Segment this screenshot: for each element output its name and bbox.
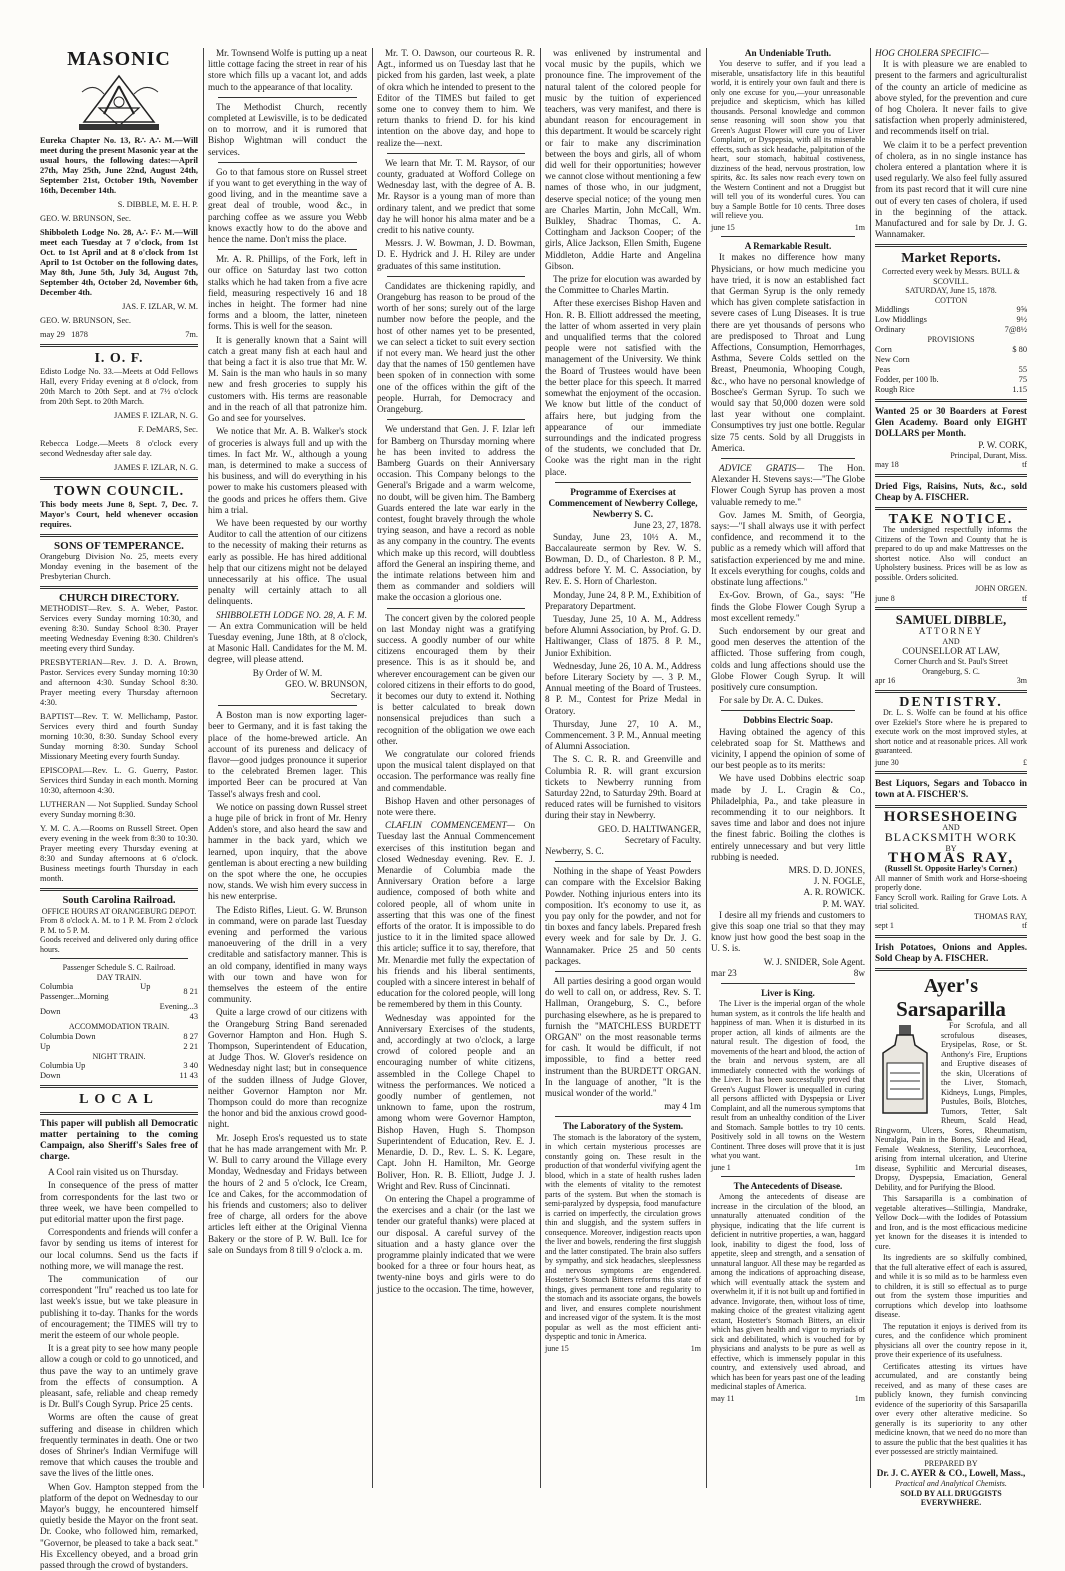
temperance-text: Orangeburg Division No. 25, meets every Monday evening in the basement of the Presbyterian Church. bbox=[40, 552, 198, 582]
market-sub: Corrected every week by Messrs. BULL & SCOVILL. bbox=[882, 267, 1020, 286]
shibboleth-secretary: GEO. W. BRUNSON, Sec. bbox=[40, 316, 131, 325]
shibboleth-date: may 29 bbox=[40, 330, 65, 339]
programme-signature: GEO. D. HALTIWANGER, bbox=[597, 823, 701, 834]
remarkable-heading: A Remarkable Result. bbox=[744, 241, 832, 252]
church-item: Y. M. C. A.—Rooms on Russell Street. Open every evening in the week from 8:30 to 10:30. Prayer meeting every Thursday evening at 8:30 and Sunday afternoons at 6 o'clock. Business meetings fourth Thursday in each month. bbox=[40, 824, 198, 884]
article-paragraph: We learn that Mr. T. M. Raysor, of our county, graduated at Wofford College on Wednesday last, with the degree of A. B. Mr. Raysor is a young man of more than ordinary talent, and we predict that some day he will honor his alma mater and be a credit to his native county. bbox=[377, 157, 535, 236]
advice-paragraph: For sale by Dr. A. C. Dukes. bbox=[719, 695, 824, 706]
shibboleth-notice-heading: SHIBBOLETH LODGE NO. 28, A. F. M.— bbox=[208, 609, 367, 631]
programme-item: Monday, June 24, 8 P. M., Exhibition of Preparatory Department. bbox=[545, 589, 701, 611]
column-rule bbox=[203, 48, 204, 1488]
schedule-row: Up 2 21 bbox=[40, 1041, 198, 1051]
article-paragraph: Go to that famous store on Russel street if you want to get everything in the way of good living, and in the meantime save a great deal of trouble, wood &c., in parching coffee as we assure you Webb knows exactly how to do the above and hence the name. Don't miss the place. bbox=[208, 166, 367, 245]
potatoes-ad: Irish Potatoes, Onions and Apples. Sold Cheap by A. FISCHER. bbox=[875, 941, 1027, 963]
truth-text: You deserve to suffer, and if you lead a miserable, unsatisfactory life in this beautiful world, it is entirely your own fault and there is only one excuse for you,—your unreasonable prejudice and skepticism, which has killed thousands. Personal knowledge and common sense reasoning will soon show you that Green's August Flower will cure you of Liver Complaint, or Dyspepsia, with all its miserable effects, such as sick headache, palpitation of the heart, sour stomach, habitual costiveness, dizziness of the head, nervous prostration, low spirits, &c. Its sales now reach every town on the Western Continent and not a Druggist but will tell you of its wonderful cures. You can buy a Sample Bottle for 10 cents. Three doses will relieve you. bbox=[711, 59, 865, 221]
advice-paragraph: Ex-Gov. Brown, of Ga., says: "He finds the Globe Flower Cough Syrup a most excellent remedy." bbox=[711, 590, 865, 623]
ayer-sold: SOLD BY ALL DRUGGISTS EVERYWHERE. bbox=[900, 1488, 1002, 1508]
figs-ad: Dried Figs, Raisins, Nuts, &c., sold Cheap by A. FISCHER. bbox=[875, 480, 1027, 502]
article-paragraph: Candidates are thickening rapidly, and Orangeburg has reason to be proud of the worth of her sons; surely out of the large number now before the people, and the host of other names yet to be presented, we can select a ticket to suit every section if not every man. We heard just the other day that the names of 150 gentlemen have been spoken of in connection with some one of the offices within the gift of the people. Hurrah, for Democracy and Orangeburg. bbox=[377, 280, 535, 415]
ayer-prepared: PREPARED BY bbox=[924, 1458, 978, 1468]
dobbins-signature: W. J. SNIDER, Sole Agent. bbox=[763, 956, 865, 967]
liquors-ad: Best Liquors, Segars and Tobacco in town at A. FISCHER'S. bbox=[875, 778, 1027, 800]
dibble-role: ATTORNEY bbox=[918, 625, 984, 636]
antecedents-heading: The Antecedents of Disease. bbox=[733, 1181, 843, 1192]
article-paragraph: We congratulate our colored friends upon the musical talent displayed on that occasion. The performance was really fine and commendable. bbox=[377, 748, 535, 793]
column-2 bbox=[208, 48, 367, 1488]
shibboleth-sig: GEO. W. BRUNSON, bbox=[285, 678, 367, 689]
claflin-heading: CLAFLIN COMMENCEMENT— bbox=[385, 820, 515, 831]
programme-place: Newberry, S. C. bbox=[545, 846, 604, 857]
dentistry-term: £ bbox=[1023, 757, 1027, 767]
railroad-hours: From 8 o'clock A. M. to 1 P. M. From 2 o'clock P. M. to 5 P. M. bbox=[40, 916, 198, 935]
organ-date: may 4 1m bbox=[664, 1101, 701, 1112]
table-row: Peas 55 bbox=[875, 364, 1027, 374]
hog-text: It is with pleasure we are enabled to present to the farmers and agriculturalist of the county an article of medicine as above styled, for the prevention and cure of hog Cholera. It never fails to give satisfaction when properly administered, and recommends itself on trial. bbox=[875, 59, 1027, 137]
column-3 bbox=[377, 48, 535, 1488]
article-paragraph: Wednesday was appointed for the Anniversary Exercises of the students, and, accordingly at two o'clock, a large crowd of colored people and an encouraging number of white citizens, assembled in the College Chapel to witness the performances. We noticed a goodly number of gentlemen, not unknown to fame, upon the rostrum, among whom were Governor Hampton, Bishop Haven, Hugh S. Thompson Superintendent of Education, Rev. E. J. Menardie, D. D., Rev. L. S. K. Legare, Capt. John H. Hamilton, Mr. George Boliver, Hon. R. B. Elliott, Judge J. J. Wright and Rev. Russ of Cincinnati. bbox=[377, 1012, 535, 1191]
column-1 bbox=[40, 48, 198, 1571]
antecedents-date: may 11 bbox=[711, 1393, 735, 1403]
article-paragraph: We understand that Gen. J. F. Izlar left for Bamberg on Thursday morning where he has been invited to address the Bamberg Guards on their Anniversary occasion. This Company belongs to the General's Brigade and a warm welcome, no doubt, will be given him. The Bamberg Guards entered the late war early in the contest, fought bravely through the whole trying season, and have a record as noble as any company in the country. The events which make up this record, will doubtless afford the General an inspiring theme, and the intimate relations between him and them as commander and soldiers will make the occasion a glorious one. bbox=[377, 424, 535, 603]
ayer-text: This Sarsaparilla is a combination of vegetable alteratives—Stillingia, Mandrake, Yellow Dock—with the Iodides of Potassium and Iron, and is the most efficacious medicine yet known for the diseases it is intended to cure. bbox=[875, 1194, 1027, 1251]
truth-heading: An Undeniable Truth. bbox=[744, 48, 832, 58]
ayer-text: Certificates attesting its virtues have accumulated, and are constantly being received, and as many of these cases are publicly known, they furnish convincing evidence of the superiority of this Sarsaparilla over every other alterative medicine. So generally is its superiority to any other medicine known, that we need do no more than to assure the public that the best qualities it has ever possessed are strictly maintained. bbox=[875, 1361, 1027, 1457]
advice-text: The Hon. Alexander H. Stevens says:—"The Globe Flower Cough Syrup has proven a most valuable remedy to me." bbox=[711, 463, 866, 507]
dobbins-text: Having obtained the agency of this celebrated soap for St. Matthews and vicinity, I append the opinion of some of our best people as to its merits: bbox=[711, 726, 865, 771]
church-item: LUTHERAN — Not Supplied. Sunday School every Sunday morning 8:30. bbox=[40, 800, 198, 820]
laboratory-date: june 15 bbox=[545, 1343, 569, 1353]
rebecca-signature: JAMES F. IZLAR, N. G. bbox=[113, 463, 198, 472]
iof-heading: I. O. F. bbox=[94, 351, 144, 366]
sarsaparilla-heading: Sarsaparilla bbox=[896, 997, 1006, 1022]
dobbins-heading: Dobbins Electric Soap. bbox=[743, 715, 833, 726]
eureka-secretary: GEO. W. BRUNSON, Sec. bbox=[40, 214, 131, 223]
article-paragraph: The Methodist Church, recently completed at Lewisville, is to be dedicated on to morrow, and it is rumored that Bishop Wightman will conduct the services. bbox=[208, 101, 367, 157]
programme-item: Tuesday, June 25, 10 A. M., Address before Alumni Association, by Prof. G. D. Haltiwanger, Class of 1875. 8 P. M., Junior Exhibition. bbox=[545, 613, 701, 658]
laboratory-text: The stomach is the laboratory of the system, in which certain mysterious processes are constantly going on. These result in the production of that wonderful vivifying agent the blood, which in a state of health rushes laden with the elements of vitality to the remotest parts of the system. But when the stomach is semi-paralyzed by dyspepsia, food manufacture is carried on imperfectly, the circulation grows thin and sluggish, and the system suffers in consequence. Moreover, indigestion reacts upon the liver and bowels, rendering the first sluggish and the latter constipated. The brain also suffers by sympathy, and sick headaches, sleeplessness and nervous symptoms are engendered. Hostetter's Stomach Bitters reforms this state of things, gives permanent tone and regularity to the stomach and its associate organs, the bowels and liver, and ensures complete nourishment and increased vigor of the system. It is the most popular as well as the most efficient anti-dyspeptic and tonic in America. bbox=[545, 1132, 701, 1342]
church-item: PRESBYTERIAN—Rev. J. D. A. Brown, Pastor. Services every Sunday morning 10:30 and afternoon 4:30. Sunday School 8:30. Prayer meeting every Thursday afternoon 4:30. bbox=[40, 658, 198, 708]
table-row: Middlings 9⅝ bbox=[875, 305, 1027, 315]
medicine-bottle-icon bbox=[875, 1023, 935, 1118]
local-paragraph: In consequence of the press of matter from correspondents for the last two or three week, we have been compelled to put editorial matter upon the first page. bbox=[40, 1180, 198, 1224]
church-item: METHODIST—Rev. S. A. Weber, Pastor. Services every Sunday morning 10:30, and evening 8:30. Sunday School 8:30. Prayer meeting Wednesday Evening 8:30. Children's meeting every third Sunday. bbox=[40, 604, 198, 654]
organ-ad: All parties desiring a good organ would do well to call on, or address, Rev. S. T. Hallman, Orangeburg, S. C., before purchasing elsewhere, as he is prepared to furnish the "MATCHLESS BURDETT ORGAN" on the most reasonable terms for cash. It would be difficult, if not impossible, to find a better reed instrument than the BURDETT ORGAN. In the language of another, "It is the musical wonder of the world." bbox=[545, 976, 701, 1099]
dentistry-heading: DENTISTRY. bbox=[899, 694, 1003, 710]
market-date: SATURDAY, June 15, 1878. bbox=[905, 286, 997, 296]
article-paragraph: We notice that Mr. A. B. Walker's stock of groceries is always full and up with the times. In fact Mr. W., although a young man, is determined to make a success of his business, and will do everything in his power to make his customers pleased with the goods and prices he offers them. Give him a trial. bbox=[208, 426, 367, 515]
boarders-date: may 18 bbox=[875, 460, 899, 470]
blacksmith-heading: BLACKSMITH WORK bbox=[884, 830, 1018, 845]
article-paragraph: The prize for elocution was awarded by the Committee to Charles Martin. bbox=[545, 274, 701, 296]
dobbins-name: A. R. ROWICK. bbox=[803, 887, 865, 898]
programme-item: The S. C. R. R. and Greenville and Columbia R. R. will grant excursion tickets to Newberry running from Saturday 22nd, to Saturday 29th. Board at reduced rates will be furnished to visitors during their stay in Newberry. bbox=[545, 754, 701, 821]
shibboleth-order: By Order of W. M. bbox=[252, 667, 323, 678]
table-row: Corn $ 80 bbox=[875, 344, 1027, 354]
dobbins-term: 8w bbox=[853, 967, 865, 978]
provisions-label: PROVISIONS bbox=[927, 335, 975, 345]
liver-date: june 1 bbox=[711, 1162, 731, 1172]
ayer-text: For Scrofula, and all scrofulous diseases, Erysipelas, Rose, or St. Anthony's Fire, Eruptions and Eruptive diseases of the skin, Ulcerations of the Liver, Stomach, Kidneys, Lungs, Pimples, Pustules, Boils, Blotches, Tumors, Tetter, Salt Rheum, Scald Head, Ringworm, Ulcers, Sores, Rheumatism, Neuralgia, Pain in the Bones, Side and Head, Female Weakness, Sterility, Leucorrhoea, arising from internal ulceration, and Uterine disease, Syphilitic and Mercurial diseases, Dropsy, Dyspepsia, Emaciation, General Debility, and for Purifying the Blood. bbox=[875, 1021, 1027, 1192]
horseshoeing-text: All manner of Smith work and Horse-shoeing properly done. bbox=[875, 873, 1027, 893]
column-rule bbox=[706, 48, 707, 1488]
article-paragraph: A Boston man is now exporting lager-beer to Germany, and it is fast taking the place of the home-brewed article. An account of its pureness and delicacy of flavor—good judges pronounce it superior to the celebrated Bremen lager. This imported Beer can be procured at Van Tassel's always fresh and cool. bbox=[208, 710, 367, 799]
article-paragraph: Mr. Townsend Wolfe is putting up a neat little cottage facing the street in rear of his store which fills up a vacant lot, and adds much to the appearance of that locality. bbox=[208, 48, 367, 92]
article-paragraph: On entering the Chapel a programme of the exercises and a chair (or the last we tender our grateful thanks) were placed at our disposal. A careful survey of the situation and a hasty glance over the programme plainly indicated that we were booked for a three or four hours heat, as twenty-nine boys and girls were to do justice to the occasion. The time, however, bbox=[377, 1193, 535, 1294]
ayer-heading: Ayer's bbox=[923, 975, 979, 998]
boarders-signature: P. W. CORK, bbox=[978, 439, 1027, 450]
dobbins-name: P. M. WAY. bbox=[822, 898, 865, 909]
shibboleth-notice-text: An extra Communication will be held Tuesday evening, June 18th, at 8 o'clock, at Masonic Hall. Candidates for the M. M. degree, will please attend. bbox=[208, 620, 367, 665]
article-paragraph: Mr. T. O. Dawson, our courteous R. R. Agt., informed us on Tuesday last that he picked from his garden, last week, a plate of okra which he intended to present to the Editor of the TIMES but failed to get some one to convey them to him. We return thanks to friend D. for his kind intention on the above day, and hope to realize the—next. bbox=[377, 48, 535, 148]
local-paragraph: Correspondents and friends will confer a favor by sending us items of interest for our local columns. Send us the facts if nothing more, we will manage the rest. bbox=[40, 1227, 198, 1271]
yeast-ad: Nothing in the shape of Yeast Powders can compare with the Excelsior Baking Powder. Nothing injurious enters into its composition. It's economy to use it, as you pay only for the powder, and not for tin boxes and fancy labels. Prepared fresh every week and for sale by Dr. J. G. Wannamaker. Price 25 and 50 cents packages. bbox=[545, 866, 701, 966]
eureka-notice: Eureka Chapter No. 13, R∴ A∴ M.—Will meet during the present Masonic year at the usual hours, the following dates:—April 27th, May 25th, June 22nd, August 24th, September 21st, October 19th, November 16th, December 14th. bbox=[40, 136, 198, 195]
schedule-row: Columbia Up 3 40 bbox=[40, 1061, 198, 1071]
horseshoeing-date: sept 1 bbox=[875, 921, 894, 931]
column-5 bbox=[711, 48, 865, 1488]
edisto-signature: JAMES F. IZLAR, N. G. bbox=[113, 411, 198, 420]
cotton-label: COTTON bbox=[934, 295, 968, 305]
horseshoeing-text2: Fancy Scroll work. Railing for Grave Lots. A trial solicited. bbox=[875, 892, 1027, 912]
programme-date: June 23, 27, 1878. bbox=[633, 520, 701, 531]
church-item: EPISCOPAL—Rev. L. G. Guerry, Pastor. Services third Sunday in each month. Morning 10:30, afternoon 4:30. bbox=[40, 766, 198, 796]
article-paragraph: The Edisto Rifles, Lieut. G. W. Brunson in command, were on parade last Tuesday evening and performed the various manoeuvering of the drill in a very creditable and satisfactory manner. This is an old company, identified in many ways with our town and have won for themselves the esteem of the entire community. bbox=[208, 904, 367, 1005]
article-paragraph: We notice on passing down Russel street a huge pile of brick in front of Mr. Henry Adden's store, and also heard the saw and hammer in the back yard, which we learned, upon inquiry, that the above gentleman is about erecting a new building on the spot where the one, he occupies now, stands. We wish him every success in his new enterprise. bbox=[208, 801, 367, 902]
take-notice-date: june 8 bbox=[875, 593, 895, 603]
day-train-label: DAY TRAIN. bbox=[96, 972, 142, 982]
edisto-notice: Edisto Lodge No. 33.—Meets at Odd Fellows Hall, every Friday evening at 8 o'clock, from 20th March to 20th Sept. and at 7½ o'clock from 20th Sept. to 20th March. bbox=[40, 367, 198, 406]
dibble-role2: COUNSELLOR AT LAW, bbox=[902, 646, 1000, 657]
schedule-title: Passenger Schedule S. C. Railroad. bbox=[62, 963, 176, 973]
shibboleth-notice: Shibboleth Lodge No. 28, A∴ F∴ M.—Will meet each Tuesday at 7 o'clock, from 1st Oct. to 1st April and at 8 o'clock from 1st April to 1st October on the following dates, May 8th, June 5th, July 3d, August 7th, September 4th, October 2d, November 6th, December 4th. bbox=[40, 228, 198, 297]
local-paragraph: It is a great pity to see how many people allow a cough or cold to go unnoticed, and thus pave the way to an untimely grave from the effects of consumption. A pleasant, safe, reliable and cheap remedy is Dr. Bull's Cough Syrup. Price 25 cents. bbox=[40, 1343, 198, 1410]
horseshoeing-name: THOMAS RAY, bbox=[888, 850, 1014, 866]
article-paragraph: was enlivened by instrumental and vocal music by the pupils, which we pronounce fine. The improvement of the natural talent of the colored people for music by the tuition of experienced teachers, was very manifest, and there is abundant reason for encouragement in this department. It would be scarcely right or fair to make any discrimination between the boys and girls, all of whom did well for their opportunities; however we cannot close without mentioning a few names of those who, in our judgment, deserve special notice; of the young men are Charles Martin, John McCall, Wm. Bulkley, Shadrac Thomas, C. A. Cottingham and Jackson Cooper; of the girls, Alice Jackson, Ellen Smith, Eugene Middleton, Addie Harte and Angelina Gibson. bbox=[545, 48, 701, 271]
article-paragraph: Mr. A. R. Phillips, of the Fork, left in our office on Saturday last two cotton stalks which he had taken from a five acre field, measuring respectively 16 and 18 inches in height. The former had nine forms and a bloom, the latter, nineteen forms. This is well for the season. bbox=[208, 254, 367, 332]
dobbins-text: I desire all my friends and customers to give this soap one trial so that they may know just how good the best soap in the U. S. is. bbox=[711, 909, 865, 954]
railroad-goods: Goods received and delivered only during office hours. bbox=[40, 935, 198, 954]
table-row: Fodder, per 100 lb. 75 bbox=[875, 374, 1027, 384]
local-paragraph: Worms are often the cause of great suffering and disease in children which frequently terminates in death. One or two doses of Shriner's Indian Vermifuge will remove that which causes the trouble and save the lives of the little ones. bbox=[40, 1412, 198, 1479]
liver-term: 1m bbox=[854, 1162, 865, 1172]
council-heading: TOWN COUNCIL. bbox=[53, 484, 185, 499]
local-paragraph: The communication of our correspondent "Iru" reached us too late for last week's issue, but we take pleasure in publishing it to-day. Thanks for the words of encouragement; the TIMES will try to merit the esteem of our whole people. bbox=[40, 1273, 198, 1340]
claflin-text: On Tuesday last the Annual Commencement exercises of this institution began and closed Wednesday evening. Rev. E. J. Menardie of Columbia made the Anniversary Oration before a large audience, composed of both white and colored people, all of whom unite in asserting that this was one of the finest efforts of the orator. It is impossible to do justice to it in the limited space allowed this article; suffice it to say, therefore, that Mr. Menardie met fully the expectation of his friends and his liberal sentiments, coupled with a sincere interest in behalf of education for the colored people, will long be remembered by them in this County. bbox=[377, 820, 535, 1010]
column-6 bbox=[875, 48, 1027, 1508]
shibboleth-signature: JAS. F. IZLAR, W. M. bbox=[122, 302, 198, 311]
dibble-date: apr 16 bbox=[875, 676, 896, 686]
church-heading: CHURCH DIRECTORY. bbox=[58, 592, 180, 605]
ayer-signature: Dr. J. C. AYER & CO., Lowell, Mass., bbox=[876, 1468, 1026, 1479]
table-row: Rough Rice 1.15 bbox=[875, 384, 1027, 394]
shibboleth-role: Secretary. bbox=[330, 689, 367, 700]
local-paragraph: When Gov. Hampton stepped from the platform of the depot on Wednesday to our Mayor's buggy, he encountered himself quietly beside the Mayor on the front seat. Dr. Cooke, who followed him, remarked, "Governor, be pleased to take a back seat." His Excellency obeyed, and a broad grin passed through the crowd of bystanders. bbox=[40, 1481, 198, 1571]
dibble-term: 3m bbox=[1016, 676, 1027, 686]
advice-paragraph: Such endorsement by our great and good men deserves the attention of the afflicted. Those suffering from cough, colds and lung affections should use the Globe Flower Cough Syrup. It will positively cure consumption. bbox=[711, 625, 865, 692]
programme-role: Secretary of Faculty. bbox=[624, 834, 701, 845]
article-paragraph: It is generally known that a Saint will catch a great many fish at each haul and that being a fact it is also true that Mr. W. M. Sain is the man who hauls in so many new and fresh groceries to supply his customers with. His terms are reasonable and in the reach of all that patronize him. Go and see for yourselves. bbox=[208, 334, 367, 424]
article-paragraph: Messrs. J. W. Bowman, J. D. Bowman, D. E. Hydrick and J. H. Riley are under graduates of this same institution. bbox=[377, 238, 535, 271]
schedule-row: Down Evening...3 43 bbox=[40, 1002, 198, 1022]
market-heading: Market Reports. bbox=[901, 251, 1001, 267]
horseshoeing-term: tf bbox=[1022, 921, 1027, 931]
article-paragraph: Quite a large crowd of our citizens with the Orangeburg String Band serenaded Governor Hampton and Hon. Hugh S. Thompson, Superintendent of Education, at Judge Thos. W. Glover's residence on Wednesday night last; but in consequence of the sudden illness of Judge Glover, neither Governor Hampton nor Mr. Thompson could do more than recognize the honor and bid the anxious crowd good-night. bbox=[208, 1007, 367, 1130]
local-heading: LOCAL bbox=[79, 1092, 159, 1108]
schedule-row: Columbia Down 8 27 bbox=[40, 1031, 198, 1041]
boarders-ad: Wanted 25 or 30 Boarders at Forest Glen Academy. Board only EIGHT DOLLARS per Month. bbox=[875, 405, 1027, 439]
take-notice-term: tf bbox=[1022, 593, 1027, 603]
shibboleth-term: 7m. bbox=[185, 330, 198, 339]
horseshoeing-by: BY bbox=[945, 843, 957, 853]
hog-heading: HOG CHOLERA SPECIFIC— bbox=[875, 48, 989, 58]
horseshoeing-and: AND bbox=[942, 822, 960, 832]
ayer-text: The reputation it enjoys is derived from its cures, and the confidence which prominent physicians all over the country repose in it, prove their experience of its usefulness. bbox=[875, 1321, 1027, 1360]
antecedents-term: 1m bbox=[854, 1393, 865, 1403]
column-rule bbox=[372, 48, 373, 1488]
horseshoeing-address: (Russell St. Opposite Harley's Corner.) bbox=[884, 864, 1018, 874]
ayer-text: Its ingredients are so skilfully combined, that the full alterative effect of each is assured, and while it is so mild as to be harmless even to children, it is still so effectual as to purge out from the system those impurities and corruptions which develop into loathsome disease. bbox=[875, 1253, 1027, 1320]
dibble-name: SAMUEL DIBBLE, bbox=[895, 612, 1007, 628]
dobbins-text: We have used Dobbins electric soap made by J. L. Cragin & Co., Philadelphia, Pa., and take pleasure in recommending it to our neighbors. It saves time and labor and does not injure the finest fabric. Boiling the clothes is entirely unnecessary and but very little rubbing is needed. bbox=[711, 773, 865, 862]
cotton-table bbox=[875, 305, 1027, 335]
dobbins-name: J. N. FOGLE, bbox=[813, 876, 865, 887]
liver-text: The Liver is the imperial organ of the whole human system, as it controls the life health and happiness of man. When it is disturbed in its proper action, all kinds of ailments are the natural result. The digestion of food, the movements of the heart and blood, the action of the brain and nervous system, are all immediately connected with the workings of the Liver. It has been successfully proved that Green's August Flower is unequalled in curing all persons afflicted with Dyspepsia or Liver Complaint, and all the numerous symptoms that result from an unhealthy condition of the Liver and Stomach. Sample bottles to try 10 cents. Positively sold in all towns on the Western Continent. Three doses will prove that it is just what you want. bbox=[711, 999, 865, 1161]
article-paragraph: Mr. Joseph Eros's requested us to state that he has made arrangement with Mr. P. W. Bull to carry around the Village every Monday, Wednesday and Fridays between the hours of 2 and 5 o'clock, Ice Cream, Ice and Cakes, for the accommodation of his friends and customers; also to deliver free of charge, all orders for the above articles left either at the Original Vienna Bakery or the store of P. W. Bull. Ice for sale on Sundays from 8 till 9 o'clock a. m. bbox=[208, 1132, 367, 1255]
advice-paragraph: Gov. James M. Smith, of Georgia, says:—"I shall always use it with perfect confidence, and recommend it to the public as a remedy which will afford that satisfaction experienced by me and mine. It excels everything for coughs, colds and obstinate lung affections." bbox=[711, 509, 865, 588]
truth-term: 1m bbox=[854, 222, 865, 232]
edisto-secretary: F. DeMARS, Sec. bbox=[137, 425, 198, 434]
programme-item: Thursday, June 27, 10 A. M., Commencement. 3 P. M., Annual meeting of Alumni Association. bbox=[545, 718, 701, 752]
programme-heading: Programme of Exercises at Commencement of Newberry College, Newberry S. C. bbox=[548, 486, 698, 520]
advice-heading: ADVICE GRATIS— bbox=[719, 463, 805, 474]
table-row: Low Middlings 9½ bbox=[875, 315, 1027, 325]
boarders-term: tf bbox=[1022, 460, 1027, 470]
article-paragraph: The concert given by the colored people on last Monday night was a gratifying success. A goodly number of our white citizens encouraged them by their presence. This is as it should be, and wherever encouragement can be given our colored citizens in their efforts to do good, it becomes our duty to extend it. Nothing is better calculated to break down nonsensical prejudices than such a recognition of the obligation we owe each other. bbox=[377, 612, 535, 746]
dentistry-date: june 30 bbox=[875, 757, 899, 767]
schedule-row: Columbia Up Passenger...Morning 8 21 bbox=[40, 982, 198, 1002]
boarders-role: Principal, Durant, Miss. bbox=[950, 450, 1027, 460]
provisions-table bbox=[875, 345, 1027, 395]
council-text: This body meets June 8, Sept. 7, Dec. 7. Mayor's Court, held whenever occasion requires. bbox=[40, 500, 198, 529]
night-train-label: NIGHT TRAIN. bbox=[92, 1051, 146, 1061]
article-paragraph: Bishop Haven and other personages of note were there. bbox=[377, 795, 535, 817]
programme-item: Wednesday, June 26, 10 A. M., Address before Literary Society by —. 3 P. M., Annual meeting of the Board of Trustees. 8 P. M., Contest for Prize Medal in Oratory. bbox=[545, 660, 701, 716]
truth-date: june 15 bbox=[711, 222, 735, 232]
local-notice: This paper will publish all Democratic matter pertaining to the coming Campaign, also Sheriff's Sales free of charge. bbox=[40, 1119, 198, 1163]
shibboleth-year: 1878 bbox=[71, 330, 88, 339]
take-notice-heading: TAKE NOTICE. bbox=[888, 512, 1014, 528]
railroad-office: OFFICE HOURS AT ORANGEBURG DEPOT. bbox=[41, 906, 197, 916]
laboratory-heading: The Laboratory of the System. bbox=[562, 1121, 684, 1132]
ayer-signature2: Practical and Analytical Chemists. bbox=[895, 1479, 1007, 1489]
masonic-heading: MASONIC bbox=[67, 48, 171, 70]
accom-train-label: ACCOMMODATION TRAIN. bbox=[68, 1022, 170, 1032]
church-item: BAPTIST—Rev. T. W. Mellichamp, Pastor. Services every third and fourth Sunday morning 10:30, 8:30. Sunday School every Sunday morning 8:30. Sunday School Missionary Meeting every fourth Sunday. bbox=[40, 712, 198, 762]
hog-text: We claim it to be a perfect prevention of cholera, as in no single instance has cholera entered a plantation where it is used regularly. We also feel fully assured from its past record that it will cure nine out of every ten cases of cholera, if used in the beginning of the attack. Manufactured and for sale by Dr. J. G. Wannamaker. bbox=[875, 139, 1027, 240]
masonic-emblem-icon bbox=[74, 72, 164, 134]
local-paragraph: A Cool rain visited us on Thursday. bbox=[48, 1167, 179, 1178]
column-rule bbox=[870, 48, 871, 1488]
dobbins-name: MRS. D. D. JONES, bbox=[788, 864, 865, 875]
column-rule bbox=[540, 48, 541, 1488]
take-notice-text: The undersigned respectfully informs the Citizens of the Town and County that he is prepared to do up and make Mattresses on the shortest notice. Also will conduct an Upholstery business. Prices will be as low as possible. Orders solicited. bbox=[875, 525, 1027, 582]
table-row: New Corn bbox=[875, 354, 910, 364]
railroad-heading: South Carolina Railroad. bbox=[62, 895, 176, 907]
take-notice-signature: JOHN ORGEN. bbox=[975, 584, 1027, 594]
dibble-address: Corner Church and St. Paul's Street Orangeburg, S. C. bbox=[894, 657, 1008, 676]
eureka-signature: S. DIBBLE, M. E. H. P. bbox=[117, 200, 198, 209]
table-row: Ordinary 7@8½ bbox=[875, 325, 1027, 335]
programme-item: Sunday, June 23, 10½ A. M., Baccalaureate sermon by Rev. W. S. Bowman, D. D., of Charleston. 8 P. M., address before Y. M. C. Association, by Rev. E. S. Horn of Charleston. bbox=[545, 531, 701, 587]
dobbins-date: mar 23 bbox=[711, 967, 737, 978]
laboratory-term: 1m bbox=[690, 1343, 701, 1353]
rebecca-notice: Rebecca Lodge.—Meets 8 o'clock every second Wednesday after sale day. bbox=[40, 439, 198, 458]
liver-heading: Liver is King. bbox=[761, 988, 815, 998]
article-paragraph: After these exercises Bishop Haven and Hon. R. B. Elliott addressed the meeting, the latter of whom asserted in very plain and unqualified terms that the colored people were not satisfied with the management of the University. We think the Board of Trustees would have been the better place for this speech. It marred somewhat the enjoyment of the occasion. We know but little of the conduct of affairs here, but judging from the appearance of our immediate surroundings and the indicated progress of the students, we concluded that Dr. Cooke was the right man in the right place. bbox=[545, 298, 701, 477]
horseshoeing-signature: THOMAS RAY, bbox=[974, 911, 1027, 921]
article-paragraph: We have been requested by our worthy Auditor to call the attention of our citizens to the necessity of making their returns as early as possible. He has hired additional help that our citizens might not be delayed unnecessarily at his office. The usual penalty will certainly attach to all delinquents. bbox=[208, 517, 367, 607]
remarkable-text: It makes no difference how many Physicians, or how much medicine you have tried, it is now an established fact that German Syrup is the only remedy which has given complete satisfaction in severe cases of Lung Diseases. It is true there are yet thousands of persons who are predisposed to Throat and Lung Affections, Consumption, Hemorrhages, Asthma, Severe Colds settled on the Breast, Pneumonia, Whooping Cough, &c., who have no personal knowledge of Boschee's German Syrup. To such we would say that 50,000 dozen were sold last year without one complaint. Consumptives try just one bottle. Regular size 75 cents. Sold by all Druggists in America. bbox=[711, 252, 865, 453]
column-4 bbox=[545, 48, 701, 1488]
horseshoeing-heading: HORSESHOEING bbox=[883, 808, 1019, 825]
dibble-and: AND bbox=[942, 636, 960, 646]
antecedents-text: Among the antecedents of disease are increase in the circulation of the blood, an unnaturally attenuated condition of the physique, indicating that the life current is deficient in nutritive properties, a wan, haggard look, inability to digest the food, loss of appetite, sleep and strength, and a sensation of unnatural languor. All these may be regarded as among the indications of approaching disease, which will eventually attack the system and overwhelm it, if it is not built up and fortified in advance. Invigorate, then, without loss of time, making choice of the greatest vitalizing agent extant, Hostetter's Stomach Bitters, an elixir which has given health and vigor to myriads of sick and debilitated, which is vouched for by physicians and analysts to be pure as well as effective, which is immensely popular in this country, and extensively used abroad, and which has been for years past one of the leading medicinal staples of America. bbox=[711, 1192, 865, 1392]
dentistry-text: Dr. L. S. Wolfe can be found at his office over Ezekiel's Store where he is prepared to execute work on the most improved styles, at short notice and at reasonable prices. All work guaranteed. bbox=[875, 708, 1027, 756]
temperance-heading: SONS OF TEMPERANCE. bbox=[54, 540, 184, 552]
schedule-row: Down 11 43 bbox=[40, 1071, 198, 1081]
